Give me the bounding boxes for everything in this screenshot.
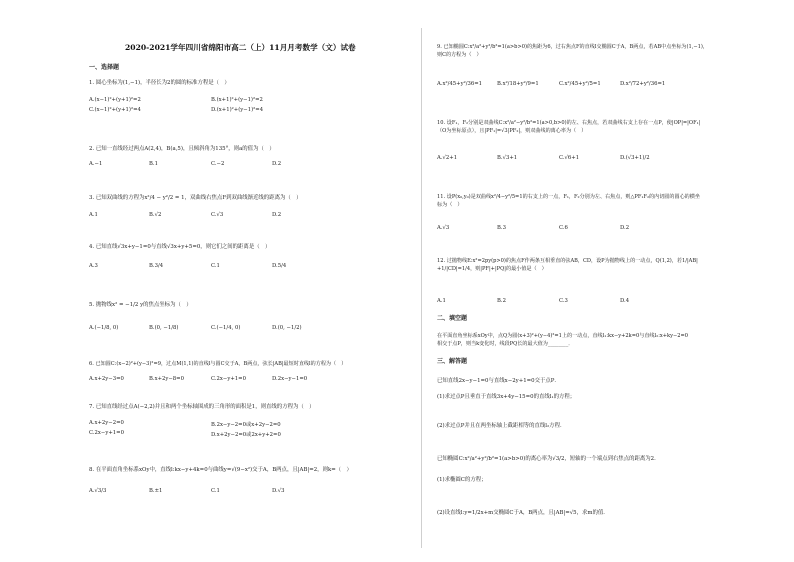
section-answer: 三、解答题 (437, 358, 468, 365)
question-stem: 9. 已知椭圆C:x²/a²+y²/b²=1(a>b>0)的焦距为6，过右焦点F的直线l交椭圆C于A，B两点，若AB中点坐标为(1,−1)， (437, 44, 708, 50)
option-a: A.x²/45+y²/36=1 (437, 81, 483, 87)
option-b: B.(0, −1/8) (149, 325, 179, 331)
section-choice: 一、选择题 (89, 64, 120, 71)
option-c: C.(x−1)²+(y+1)²=4 (89, 107, 141, 113)
question-stem: 2. 已知一直线经过两点A(2,4)，B(a,5)，且倾斜角为135°，则a的值为（ ） (89, 146, 275, 152)
option-d: D.2x−y−1=0 (272, 376, 308, 382)
answer-question-1-intro: 已知直线2x−y−1=0与直线x−2y+1=0交于点P． (437, 378, 560, 384)
option-b: B.x+2y−8=0 (149, 376, 184, 382)
option-d: D.5/4 (272, 263, 287, 269)
section-fill: 二、填空题 (437, 315, 468, 322)
option-c: C.−2 (211, 161, 225, 167)
fill-question-13 (437, 333, 688, 348)
option-a: A.√2+1 (437, 155, 458, 161)
option-c: C.2x−y+1=0 (89, 430, 124, 436)
option-a: A.x+2y−3=0 (89, 376, 124, 382)
answer-question-1-part1: (1)求过点P且垂直于直线3x+4y−15=0的直线l₁的方程； (437, 394, 576, 400)
option-b: B.2x−y−2=0或x+2y−2=0 (211, 422, 281, 428)
option-c: C.6 (559, 225, 568, 231)
question-7 (89, 404, 315, 412)
question-stem-continued: （O为坐标原点），且|PF₁|=√3|PF₂|，则双曲线的离心率为（ ） (437, 127, 587, 134)
option-a: A.√3 (437, 225, 450, 231)
question-11 (437, 194, 700, 209)
option-a: A.1 (437, 298, 446, 304)
answer-question-1-part2: (2)求过点P并且在两坐标轴上截距相等的直线l₂方程． (437, 423, 566, 429)
option-b: B.√2 (149, 212, 162, 218)
question-stem: 12. 过抛物线E:x²=2py(p>0)的焦点F作两条互相垂直的弦AB，CD，设P为抛物线上的一动点，Q(1,2)，若1/|AB| (437, 258, 698, 264)
answer-question-2-part2: (2)设直线l:y=1/2x+m交椭圆C于A，B两点，且|AB|=√5，求m的值． (437, 510, 609, 516)
option-d: D.(√3+1)/2 (620, 155, 650, 161)
option-d: D.2 (272, 161, 282, 167)
option-c: C.√6+1 (559, 155, 580, 161)
question-stem: 5. 抛物线x² = −1/2 y的焦点坐标为（ ） (89, 302, 192, 308)
question-12 (437, 258, 698, 273)
question-stem-continued: 标为（ ） (437, 201, 463, 208)
option-c: C.x²/45+y²/5=1 (559, 81, 601, 87)
question-3 (89, 195, 302, 203)
option-a: A.3 (89, 263, 98, 269)
answer-question-2-part1: (1)求椭圆C的方程； (437, 477, 487, 483)
question-9 (437, 44, 708, 59)
option-d: D.2 (272, 212, 282, 218)
option-c: C.3 (559, 298, 568, 304)
option-a: A.−1 (89, 161, 103, 167)
question-stem: 4. 已知直线√3x+y−1=0与直线√3x+y+5=0，则它们之间的距离是（ ） (89, 244, 271, 250)
option-d: D.(0, −1/2) (272, 325, 302, 331)
option-c: C.√3 (211, 212, 224, 218)
question-stem: 在平面直角坐标系xOy中，点Q为圆(x+3)²+(y−4)²=1上的一动点，直线l₁:kx−y+2k=0与直线l₂:x+ky−2=0 (437, 333, 689, 339)
question-1 (89, 80, 230, 88)
question-stem-continued: 相交于点P，则当k变化时，线段PQ长的最大值为________． (437, 340, 574, 347)
option-b: B.3 (497, 225, 506, 231)
question-5 (89, 302, 192, 310)
option-d: D.x²/72+y²/36=1 (620, 81, 666, 87)
exam-title: 2020-2021学年四川省绵阳市高二（上）11月月考数学（文）试卷 (125, 43, 356, 52)
option-c: C.1 (211, 263, 220, 269)
option-d: D.√3 (272, 488, 285, 494)
option-b: B.(x+1)²+(y−1)²=2 (211, 97, 263, 103)
option-d: D.4 (620, 298, 630, 304)
option-b: B.±1 (149, 488, 163, 494)
option-d: D.(x+1)²+(y−1)²=4 (211, 107, 264, 113)
option-a: A.1 (89, 212, 98, 218)
question-stem: 11. 设P(x₀,y₀)是双曲线x²/4−y²/5=1的右支上的一点，F₁，F₂分别为左、右焦点，则△PF₁F₂的内切圆的圆心的横坐 (437, 194, 700, 200)
question-4 (89, 244, 270, 252)
option-c: C.2x−y+1=0 (211, 376, 246, 382)
question-stem-continued: 则C的方程为（ ） (437, 51, 482, 58)
option-b: B.3/4 (149, 263, 164, 269)
column-divider (421, 28, 422, 548)
answer-question-2-intro: 已知椭圆C:x²/a²+y²/b²=1(a>b>0)的离心率为√3/2，短轴的一个端点到右焦点的距离为2． (437, 456, 660, 462)
option-a: A.(−1/8, 0) (89, 325, 119, 331)
question-stem-continued: +1/|CD|=1/4，则|PF|+|PQ|的最小值是（ ） (437, 265, 547, 272)
option-a: A.√3/3 (89, 488, 107, 494)
option-c: C.1 (211, 488, 220, 494)
option-a: A.(x−1)²+(y+1)²=2 (89, 97, 141, 103)
question-2 (89, 146, 275, 154)
option-c: C.(−1/4, 0) (211, 325, 241, 331)
question-10 (437, 120, 700, 135)
option-b: B.x²/18+y²/9=1 (497, 81, 539, 87)
question-stem: 3. 已知双曲线的方程为x²/4 − y²/2 = 1，双曲线右焦点F到双曲线渐近线的距离为（ ） (89, 195, 302, 201)
option-b: B.1 (149, 161, 158, 167)
question-stem: 7. 已知直线经过点A(−2,2)并且和两个坐标轴围成的三角形的面积是1，则直线的方程为（ ） (89, 404, 315, 410)
option-b: B.2 (497, 298, 506, 304)
option-a: A.x+2y−2=0 (89, 420, 124, 426)
question-8 (89, 467, 352, 475)
option-d: D.2 (620, 225, 630, 231)
question-stem: 10. 设F₁，F₂分别是双曲线C:x²/a²−y²/b²=1(a>0,b>0)的左、右焦点，若双曲线右支上存在一点P，使|OP|=|OF₁| (437, 120, 701, 126)
question-6 (89, 361, 346, 369)
option-d: D.x+2y−2=0或2x+y+2=0 (211, 432, 281, 438)
option-b: B.√3+1 (497, 155, 518, 161)
question-stem: 1. 圆心坐标为(1,−1)，半径长为2的圆的标准方程是（ ） (89, 80, 230, 86)
question-stem: 8. 在平面直角坐标系xOy中，直线l:kx−y+4k=0与曲线y=√(9−x²)交于A，B两点，且|AB|=2，则k=（ ） (89, 467, 352, 473)
question-stem: 6. 已知圆C:(x−2)²+(y−3)²=9，过点M(1,1)的直线l与圆C交于A，B两点，弦长|AB|最短时直线l的方程为（ ） (89, 361, 347, 367)
